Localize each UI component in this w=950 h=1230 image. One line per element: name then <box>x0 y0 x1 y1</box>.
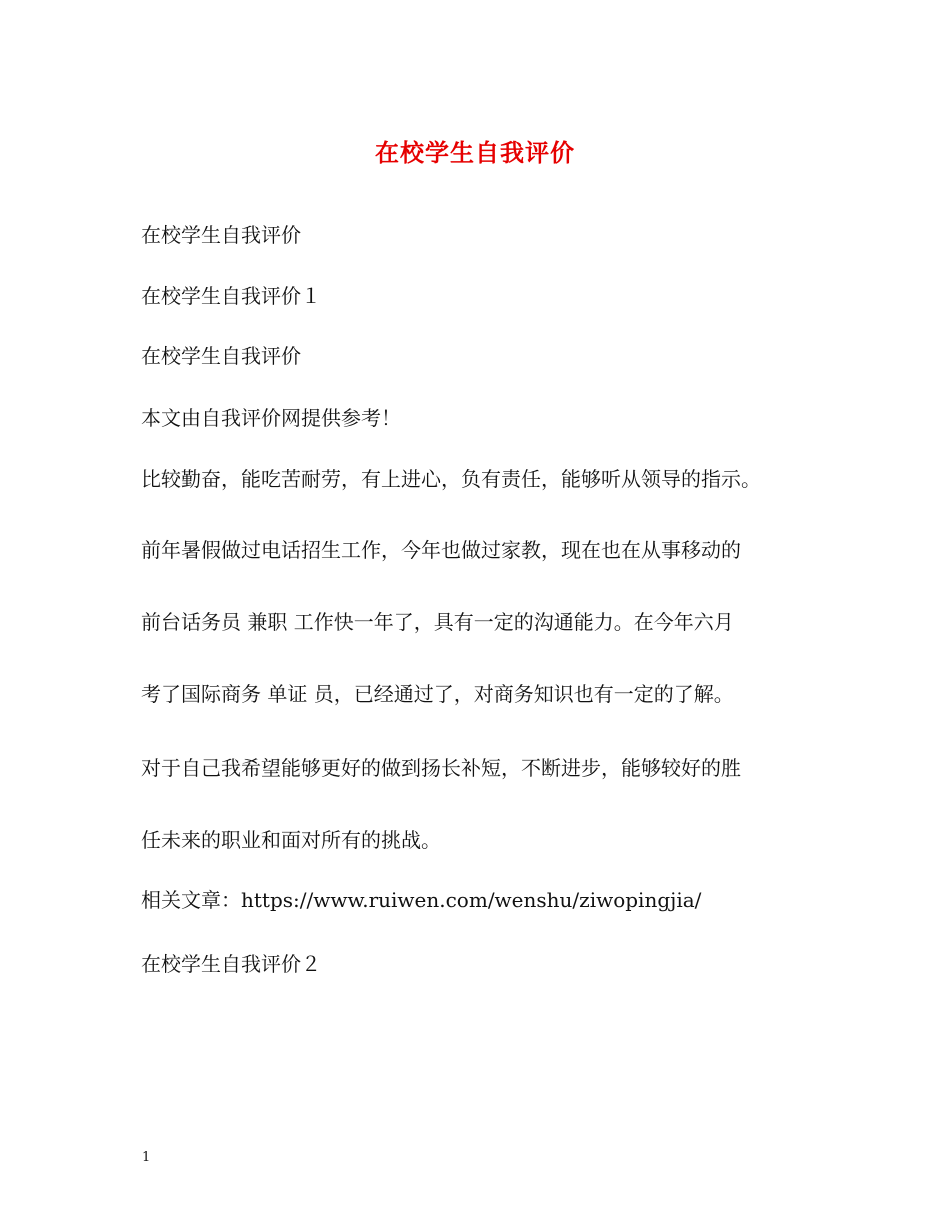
paragraph-body-line: 前台话务员 兼职 工作快一年了，具有一定的沟通能力。在今年六月 <box>141 610 734 634</box>
page-number: 1 <box>142 1150 151 1165</box>
paragraph-subheading: 在校学生自我评价 <box>141 344 301 368</box>
paragraph-source-note: 本文由自我评价网提供参考！ <box>141 406 401 430</box>
paragraph-body-line: 比较勤奋，能吃苦耐劳，有上进心，负有责任，能够听从领导的指示。 <box>141 467 761 491</box>
related-article-link[interactable]: 相关文章：https://www.ruiwen.com/wenshu/ziwopingjia/ <box>141 888 702 912</box>
paragraph-body-line: 对于自己我希望能够更好的做到扬长补短，不断进步，能够较好的胜 <box>141 756 741 780</box>
paragraph-subheading-1: 在校学生自我评价１ <box>141 284 321 308</box>
paragraph-body-line: 前年暑假做过电话招生工作，今年也做过家教，现在也在从事移动的 <box>141 538 741 562</box>
paragraph-subheading-2: 在校学生自我评价２ <box>141 952 321 976</box>
paragraph-heading: 在校学生自我评价 <box>141 223 301 247</box>
paragraph-body-line: 任未来的职业和面对所有的挑战。 <box>141 828 441 852</box>
paragraph-body-line: 考了国际商务 单证 员，已经通过了，对商务知识也有一定的了解。 <box>141 682 734 706</box>
document-title: 在校学生自我评价 <box>375 138 575 167</box>
